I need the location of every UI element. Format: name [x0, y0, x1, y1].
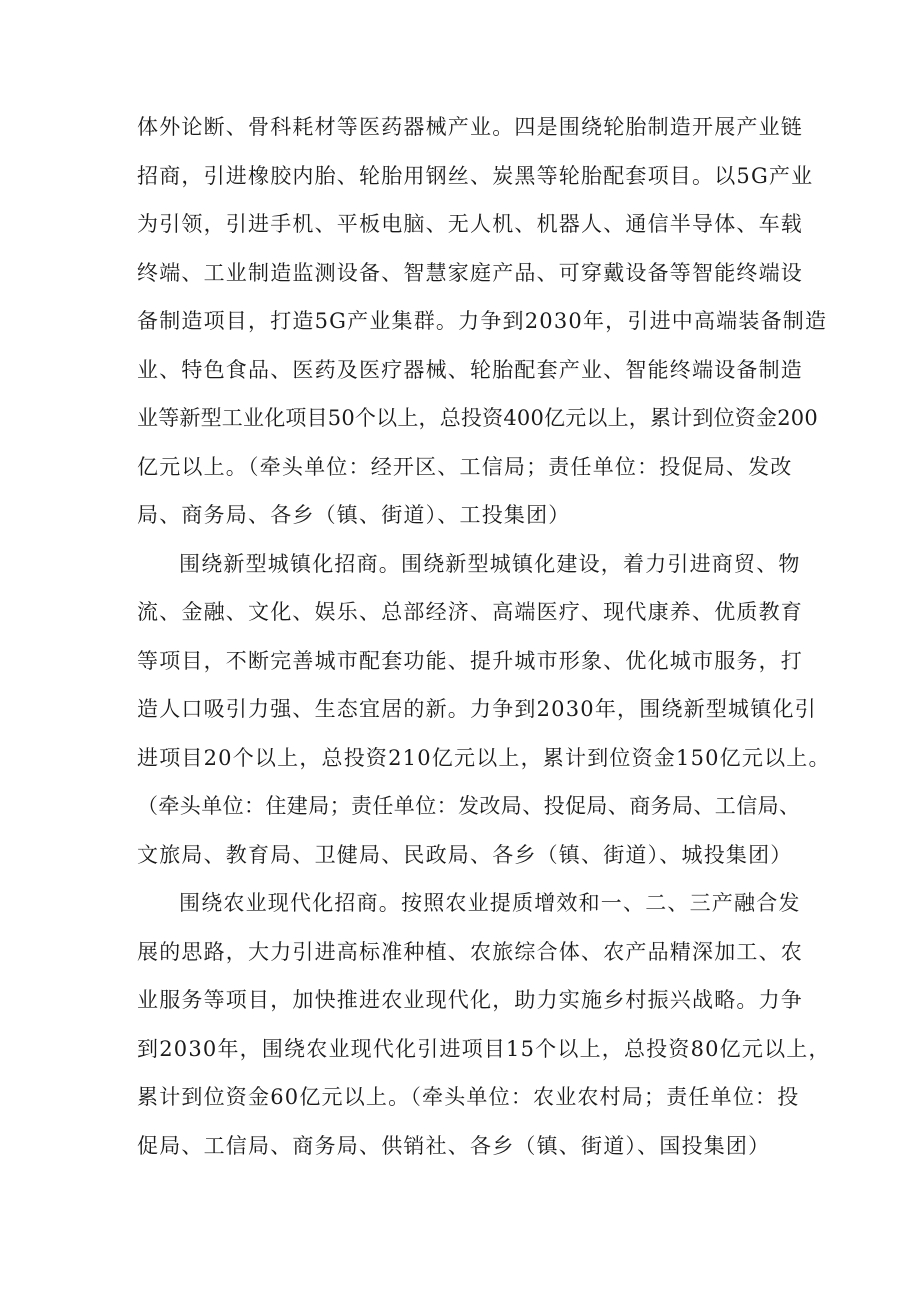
text-line: 业、特色食品、医药及医疗器械、轮胎配套产业、智能终端设备制造: [137, 357, 803, 382]
document-body: [137, 103, 831, 1170]
text-line: 业服务等项目，加快推进农业现代化，助力实施乡村振兴战略。力争: [137, 988, 803, 1012]
text-line: 到2030年，围绕农业现代化引进项目15个以上，总投资80亿元以上，: [137, 1036, 831, 1061]
text-line: 促局、工信局、商务局、供销社、各乡（镇、街道）、国投集团）: [137, 1133, 771, 1158]
text-line: 体外论断、骨科耗材等医药器械产业。四是围绕轮胎制造开展产业链: [137, 115, 803, 139]
text-line: 展的思路，大力引进高标准种植、农旅综合体、农产品精深加工、农: [137, 939, 803, 964]
paragraph-urbanization: [137, 540, 831, 880]
text-line: 局、商务局、各乡（镇、街道）、工投集团）: [137, 503, 571, 527]
text-line: 备制造项目，打造5G产业集群。力争到2030年，引进中高端装备制造: [137, 309, 828, 333]
text-line: 围绕农业现代化招商。按照农业提质增效和一、二、三产融合发: [179, 891, 801, 915]
text-line: 为引领，引进手机、平板电脑、无人机、机器人、通信半导体、车载: [137, 212, 803, 236]
text-line: 业等新型工业化项目50个以上，总投资400亿元以上，累计到位资金200: [137, 406, 818, 430]
text-line: 招商，引进橡胶内胎、轮胎用钢丝、炭黑等轮胎配套项目。以5G产业: [137, 163, 814, 188]
text-line: 造人口吸引力强、生态宜居的新。力争到2030年，围绕新型城镇化引: [137, 697, 817, 721]
text-line: 流、金融、文化、娱乐、总部经济、高端医疗、现代康养、优质教育: [137, 600, 803, 624]
text-line: 终端、工业制造监测设备、智慧家庭产品、可穿戴设备等智能终端设: [137, 260, 803, 285]
text-line: 等项目，不断完善城市配套功能、提升城市形象、优化城市服务，打: [137, 648, 803, 673]
paragraph-agriculture: [137, 879, 831, 1170]
text-line: （牵头单位：住建局；责任单位：发改局、投促局、商务局、工信局、: [137, 794, 801, 818]
text-line: 累计到位资金60亿元以上。（牵头单位：农业农村局；责任单位：投: [137, 1085, 800, 1109]
text-line: 亿元以上。（牵头单位：经开区、工信局；责任单位：投促局、发改: [137, 454, 793, 479]
text-line: 围绕新型城镇化招商。围绕新型城镇化建设，着力引进商贸、物: [179, 551, 801, 576]
paragraph-industry: [137, 103, 828, 540]
text-line: 文旅局、教育局、卫健局、民政局、各乡（镇、街道）、城投集团）: [137, 842, 793, 867]
text-line: 进项目20个以上，总投资210亿元以上，累计到位资金150亿元以上。: [137, 745, 831, 770]
